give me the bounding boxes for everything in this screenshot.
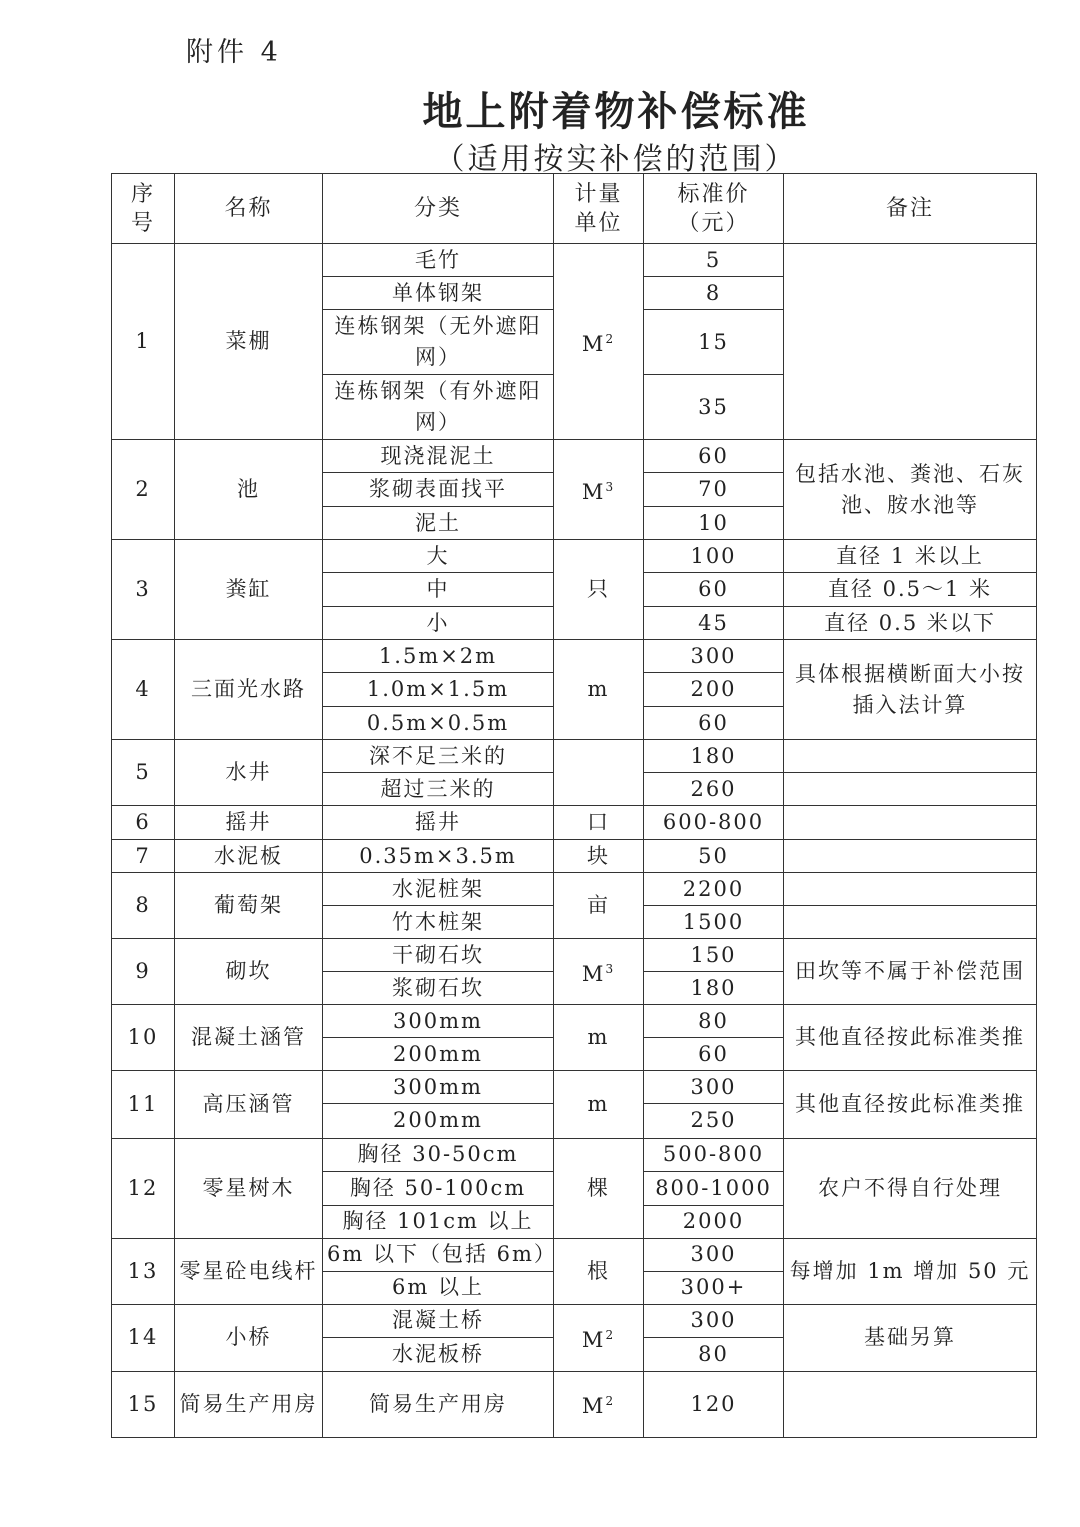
seq-cell: 7	[112, 840, 175, 873]
category-cell: 6m 以下（包括 6m）	[323, 1238, 554, 1271]
name-cell: 简易生产用房	[175, 1371, 323, 1437]
category-cell: 水泥板桥	[323, 1337, 554, 1371]
price-cell: 1500	[644, 906, 784, 939]
price-cell: 100	[644, 540, 784, 573]
unit-superscript: 3	[605, 479, 616, 494]
seq-cell: 5	[112, 740, 175, 806]
table-row	[112, 740, 1037, 773]
seq-cell: 15	[112, 1371, 175, 1437]
unit-cell	[554, 1371, 644, 1437]
category-cell: 0.35m×3.5m	[323, 840, 554, 873]
category-cell: 300mm	[323, 1071, 554, 1104]
table-row	[112, 873, 1037, 906]
unit-superscript: 2	[605, 1394, 616, 1409]
category-cell: 现浇混泥土	[323, 440, 554, 473]
price-cell: 60	[644, 1038, 784, 1071]
unit-text: 块	[587, 843, 610, 868]
remark-cell: 具体根据横断面大小按插入法计算	[784, 640, 1037, 740]
unit-text: M	[581, 961, 606, 986]
price-cell: 60	[644, 707, 784, 740]
unit-cell	[554, 640, 644, 740]
name-cell: 零星树木	[175, 1138, 323, 1238]
category-cell: 300mm	[323, 1005, 554, 1038]
name-cell: 混凝土涵管	[175, 1005, 323, 1071]
remark-cell: 直径 1 米以上	[784, 540, 1037, 573]
price-cell: 10	[644, 507, 784, 540]
name-cell: 菜棚	[175, 244, 323, 440]
price-cell: 260	[644, 773, 784, 806]
price-cell: 50	[644, 840, 784, 873]
remark-cell	[784, 773, 1037, 806]
category-cell: 超过三米的	[323, 773, 554, 806]
page-subtitle: （适用按实补偿的范围）	[434, 142, 798, 177]
category-cell: 1.0m×1.5m	[323, 673, 554, 707]
category-cell: 200mm	[323, 1104, 554, 1138]
remark-cell: 基础另算	[784, 1304, 1037, 1371]
seq-cell: 4	[112, 640, 175, 740]
name-cell: 三面光水路	[175, 640, 323, 740]
seq-cell: 9	[112, 939, 175, 1005]
seq-cell: 1	[112, 244, 175, 440]
price-cell: 45	[644, 607, 784, 640]
price-cell: 500-800	[644, 1138, 784, 1171]
unit-text: M	[581, 479, 606, 504]
unit-text: 口	[587, 810, 610, 835]
table-row	[112, 1238, 1037, 1271]
category-cell: 小	[323, 607, 554, 640]
header-name: 名称	[175, 174, 323, 244]
unit-cell	[554, 1071, 644, 1138]
category-cell: 200mm	[323, 1038, 554, 1071]
category-cell: 泥土	[323, 507, 554, 540]
unit-text: 棵	[587, 1175, 610, 1200]
seq-cell: 3	[112, 540, 175, 640]
name-cell: 零星砼电线杆	[175, 1238, 323, 1304]
remark-cell	[784, 740, 1037, 773]
price-cell: 70	[644, 473, 784, 507]
table-row	[112, 1138, 1037, 1171]
unit-cell	[554, 540, 644, 640]
remark-cell	[784, 873, 1037, 906]
name-cell: 砌坎	[175, 939, 323, 1005]
unit-text: 只	[587, 577, 610, 602]
page-title: 地上附着物补偿标准	[422, 89, 810, 135]
category-cell: 胸径 50-100cm	[323, 1171, 554, 1205]
price-cell: 8	[644, 277, 784, 310]
unit-cell	[554, 1005, 644, 1071]
header-remark: 备注	[784, 174, 1037, 244]
unit-cell	[554, 740, 644, 806]
name-cell: 高压涵管	[175, 1071, 323, 1138]
header-row	[112, 174, 1037, 244]
unit-text: m	[587, 1025, 610, 1050]
seq-cell: 12	[112, 1138, 175, 1238]
category-cell: 大	[323, 540, 554, 573]
table-row	[112, 1071, 1037, 1104]
seq-cell: 14	[112, 1304, 175, 1371]
unit-text: M	[581, 1394, 606, 1419]
price-cell: 250	[644, 1104, 784, 1138]
price-cell: 150	[644, 939, 784, 972]
category-cell: 中	[323, 573, 554, 607]
category-cell: 简易生产用房	[323, 1371, 554, 1437]
price-cell: 2200	[644, 873, 784, 906]
category-cell: 水泥桩架	[323, 873, 554, 906]
price-cell: 2000	[644, 1205, 784, 1238]
unit-superscript: 2	[605, 331, 616, 346]
compensation-table	[111, 173, 1037, 1438]
unit-cell	[554, 840, 644, 873]
table-row	[112, 244, 1037, 277]
header-seq: 序 号	[112, 174, 175, 244]
category-cell: 胸径 30-50cm	[323, 1138, 554, 1171]
category-cell: 0.5m×0.5m	[323, 707, 554, 740]
price-cell: 600-800	[644, 806, 784, 840]
category-cell: 干砌石坎	[323, 939, 554, 972]
remark-cell: 农户不得自行处理	[784, 1138, 1037, 1238]
header-category: 分类	[323, 174, 554, 244]
remark-cell	[784, 840, 1037, 873]
table-row	[112, 440, 1037, 473]
remark-cell	[784, 1371, 1037, 1437]
price-cell: 180	[644, 740, 784, 773]
unit-cell	[554, 440, 644, 540]
unit-text: 亩	[587, 893, 610, 918]
table-row	[112, 939, 1037, 972]
name-cell: 葡萄架	[175, 873, 323, 939]
unit-superscript: 3	[605, 961, 616, 976]
price-cell: 60	[644, 440, 784, 473]
price-cell: 120	[644, 1371, 784, 1437]
price-cell: 200	[644, 673, 784, 707]
remark-cell	[784, 806, 1037, 840]
price-cell: 300	[644, 1304, 784, 1337]
remark-cell: 其他直径按此标准类推	[784, 1005, 1037, 1071]
price-cell: 300	[644, 640, 784, 673]
category-cell: 1.5m×2m	[323, 640, 554, 673]
header-price: 标准价 （元）	[644, 174, 784, 244]
table-row	[112, 540, 1037, 573]
price-cell: 300+	[644, 1271, 784, 1304]
table-row	[112, 1304, 1037, 1337]
name-cell: 摇井	[175, 806, 323, 840]
price-cell: 5	[644, 244, 784, 277]
name-cell: 池	[175, 440, 323, 540]
category-cell: 毛竹	[323, 244, 554, 277]
table-row	[112, 640, 1037, 673]
remark-cell: 直径 0.5～1 米	[784, 573, 1037, 607]
remark-cell: 包括水池、粪池、石灰池、胺水池等	[784, 440, 1037, 540]
price-cell: 300	[644, 1238, 784, 1271]
name-cell: 水井	[175, 740, 323, 806]
unit-cell	[554, 244, 644, 440]
table-row	[112, 840, 1037, 873]
category-cell: 连栋钢架（有外遮阳网）	[323, 375, 554, 440]
category-cell: 浆砌表面找平	[323, 473, 554, 507]
unit-cell	[554, 806, 644, 840]
unit-cell	[554, 1304, 644, 1371]
unit-text: m	[587, 677, 610, 702]
table-row	[112, 1005, 1037, 1038]
category-cell: 混凝土桥	[323, 1304, 554, 1337]
attachment-label: 附件 4	[186, 37, 282, 68]
price-cell: 60	[644, 573, 784, 607]
unit-cell	[554, 939, 644, 1005]
unit-text: M	[581, 331, 606, 356]
unit-text: 根	[587, 1258, 610, 1283]
category-cell: 深不足三米的	[323, 740, 554, 773]
remark-cell: 直径 0.5 米以下	[784, 607, 1037, 640]
name-cell: 粪缸	[175, 540, 323, 640]
unit-cell	[554, 873, 644, 939]
table-row	[112, 806, 1037, 840]
remark-cell	[784, 906, 1037, 939]
name-cell: 小桥	[175, 1304, 323, 1371]
category-cell: 胸径 101cm 以上	[323, 1205, 554, 1238]
price-cell: 800-1000	[644, 1171, 784, 1205]
remark-cell: 其他直径按此标准类推	[784, 1071, 1037, 1138]
name-cell: 水泥板	[175, 840, 323, 873]
seq-cell: 8	[112, 873, 175, 939]
table-row	[112, 1371, 1037, 1437]
header-unit: 计量 单位	[554, 174, 644, 244]
remark-cell: 田坎等不属于补偿范围	[784, 939, 1037, 1005]
category-cell: 竹木桩架	[323, 906, 554, 939]
seq-cell: 10	[112, 1005, 175, 1071]
price-cell: 180	[644, 972, 784, 1005]
category-cell: 连栋钢架（无外遮阳网）	[323, 310, 554, 375]
category-cell: 单体钢架	[323, 277, 554, 310]
unit-cell	[554, 1238, 644, 1304]
price-cell: 35	[644, 375, 784, 440]
category-cell: 摇井	[323, 806, 554, 840]
unit-text: M	[581, 1327, 606, 1352]
price-cell: 15	[644, 310, 784, 375]
price-cell: 300	[644, 1071, 784, 1104]
unit-text: m	[587, 1091, 610, 1116]
remark-cell	[784, 244, 1037, 440]
seq-cell: 13	[112, 1238, 175, 1304]
category-cell: 6m 以上	[323, 1271, 554, 1304]
seq-cell: 11	[112, 1071, 175, 1138]
unit-cell	[554, 1138, 644, 1238]
category-cell: 浆砌石坎	[323, 972, 554, 1005]
seq-cell: 6	[112, 806, 175, 840]
remark-cell: 每增加 1m 增加 50 元	[784, 1238, 1037, 1304]
price-cell: 80	[644, 1005, 784, 1038]
unit-superscript: 2	[605, 1327, 616, 1342]
price-cell: 80	[644, 1337, 784, 1371]
seq-cell: 2	[112, 440, 175, 540]
